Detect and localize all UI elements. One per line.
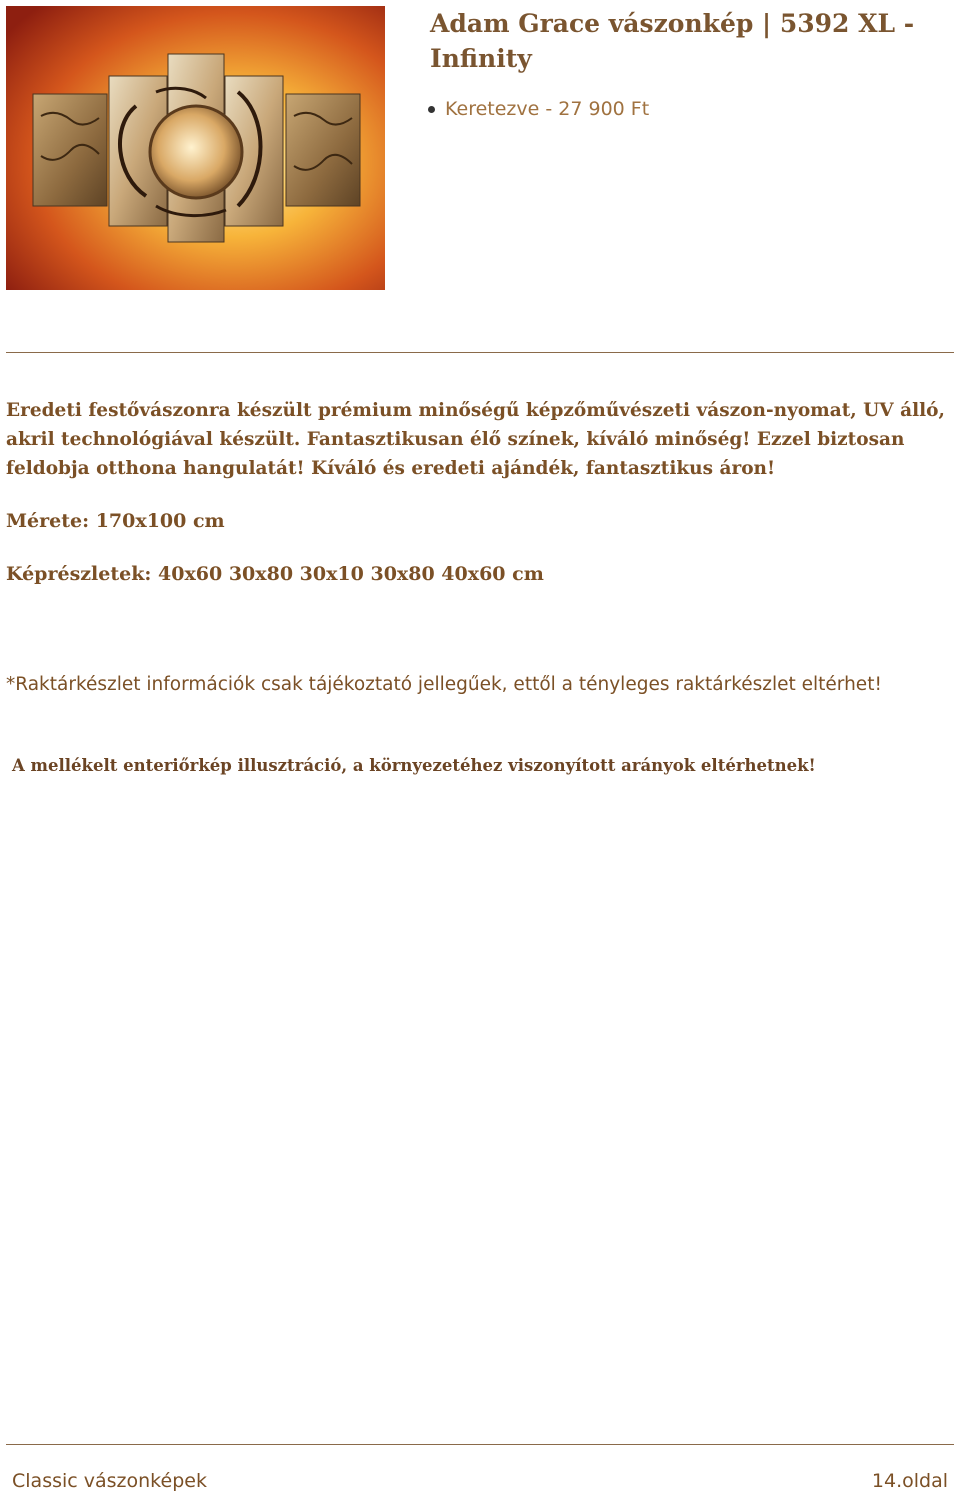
price-options <box>428 96 649 122</box>
divider <box>6 352 954 353</box>
footer-divider <box>6 1444 954 1445</box>
bullet-icon <box>428 106 435 113</box>
size-info: Mérete: 170x100 cm <box>6 510 225 532</box>
page-number: 14.oldal <box>871 1470 948 1492</box>
product-description: Eredeti festővászonra készült prémium minőségű képzőművészeti vászon-nyomat, UV álló, akril technológiával készült. Fantasztikusan élő színek, kíváló minőség! Ezzel biztosan feldobja otthona hangulatát! Kíváló és eredeti ajándék, fantasztikus áron! <box>6 400 945 479</box>
product-image <box>6 6 385 290</box>
footer-brand: Classic vászonképek <box>12 1470 207 1492</box>
price-option-label: Keretezve - 27 900 Ft <box>445 98 650 120</box>
product-title: Adam Grace vászonkép | 5392 XL - Infinity <box>430 9 915 73</box>
interior-disclaimer: A mellékelt enteriőrkép illusztráció, a környezetéhez viszonyított arányok eltérhetnek! <box>12 756 816 775</box>
price-option <box>428 96 649 122</box>
stock-disclaimer: *Raktárkészlet információk csak tájékoztató jellegűek, ettől a tényleges raktárkészlet eltérhet! <box>6 674 882 695</box>
parts-info: Képrészletek: 40x60 30x80 30x10 30x80 40x60 cm <box>6 563 544 585</box>
